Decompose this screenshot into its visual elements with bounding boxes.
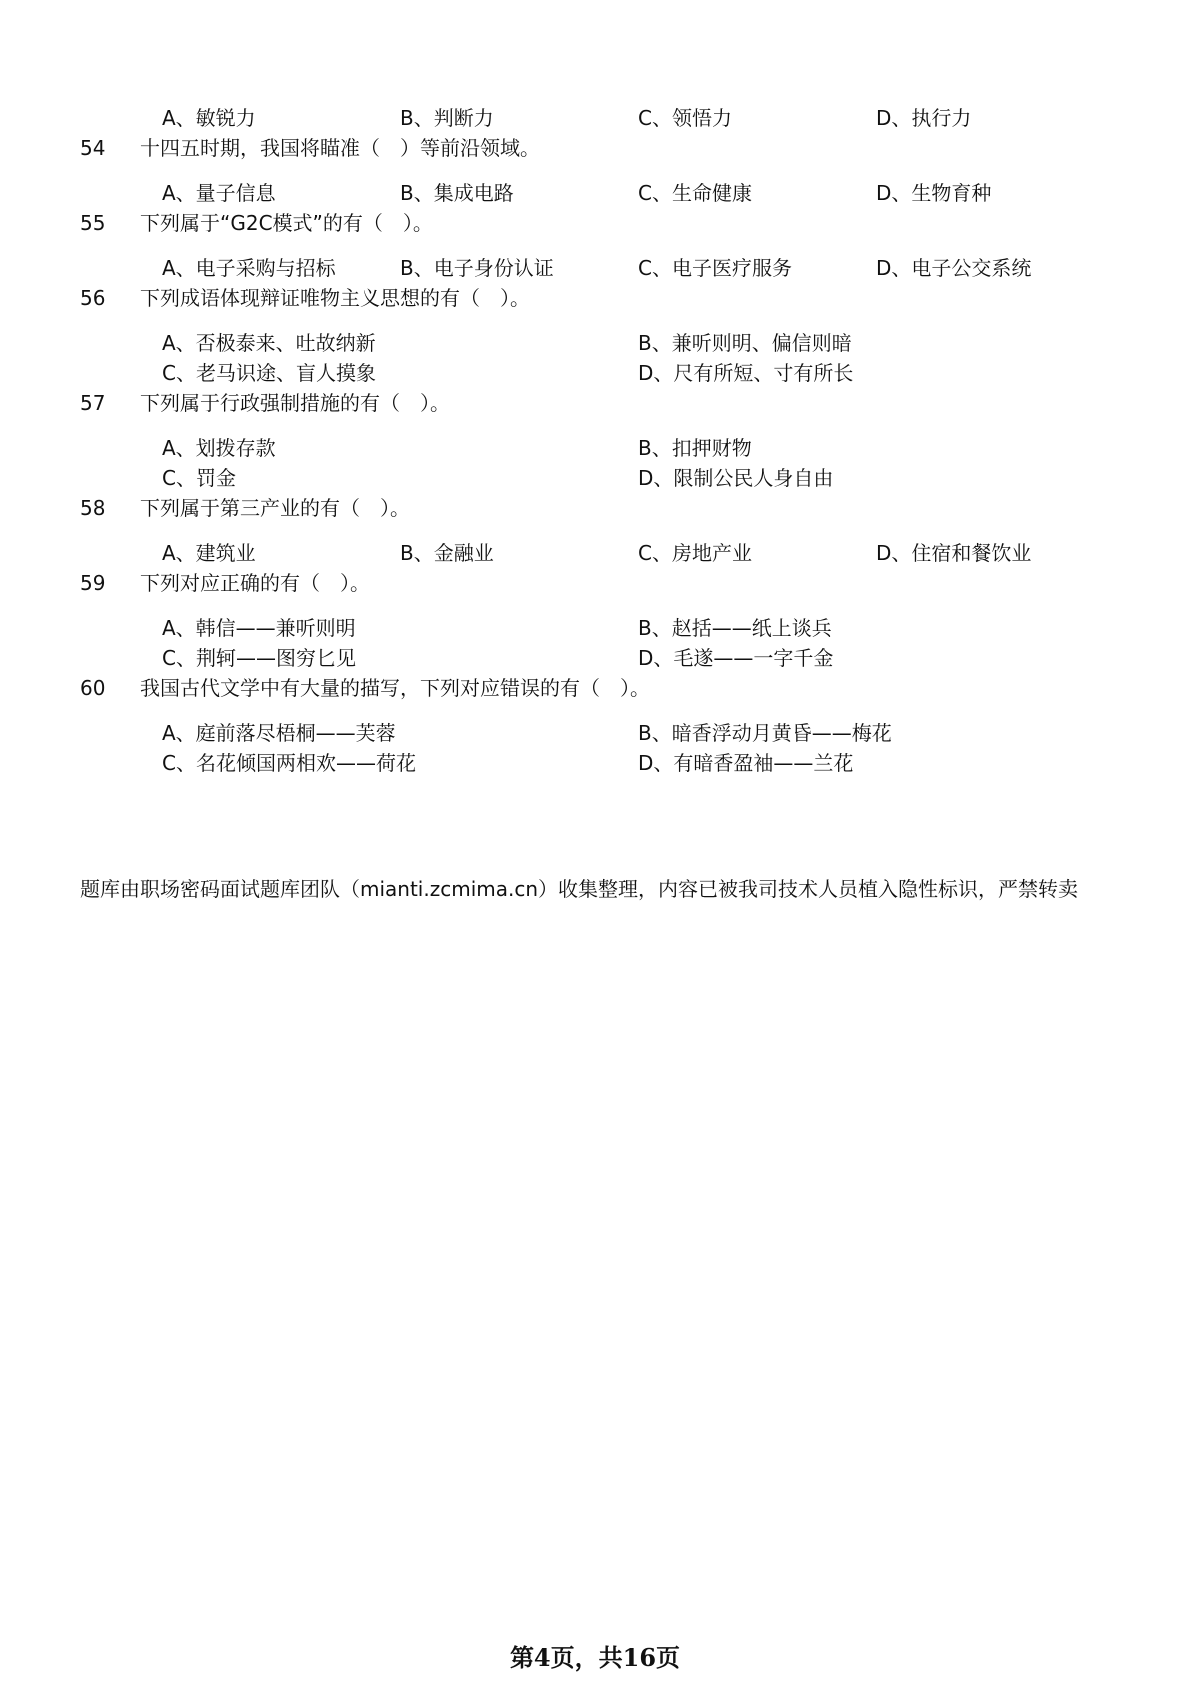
option-c: C、电子医疗服务 — [638, 256, 792, 280]
option-a: A、划拨存款 — [162, 436, 276, 460]
option-b: B、判断力 — [400, 106, 494, 130]
option-b: B、集成电路 — [400, 181, 514, 205]
option-a: A、敏锐力 — [162, 106, 256, 130]
option-c: C、房地产业 — [638, 541, 752, 565]
option-d: D、有暗香盈袖——兰花 — [638, 751, 854, 775]
option-b: B、扣押财物 — [638, 436, 752, 460]
question-number: 57 — [80, 391, 106, 415]
option-c: C、生命健康 — [638, 181, 752, 205]
option-a: A、建筑业 — [162, 541, 256, 565]
option-d: D、生物育种 — [876, 181, 992, 205]
option-c: C、老马识途、盲人摸象 — [162, 361, 376, 385]
question-number: 58 — [80, 496, 106, 520]
question-text: 下列成语体现辩证唯物主义思想的有（ ）。 — [140, 286, 530, 310]
option-c: C、荆轲——图穷匕见 — [162, 646, 356, 670]
option-b: B、金融业 — [400, 541, 494, 565]
option-d: D、执行力 — [876, 106, 972, 130]
question-number: 59 — [80, 571, 106, 595]
option-a: A、庭前落尽梧桐——芙蓉 — [162, 721, 396, 745]
option-a: A、量子信息 — [162, 181, 276, 205]
option-c: C、罚金 — [162, 466, 236, 490]
question-text: 下列对应正确的有（ ）。 — [140, 571, 370, 595]
copyright-note: 题库由职场密码面试题库团队（mianti.zcmima.cn）收集整理，内容已被我司技术人员植入隐性标识，严禁转卖 — [80, 877, 1079, 901]
option-d: D、毛遂——一字千金 — [638, 646, 834, 670]
option-d: D、限制公民人身自由 — [638, 466, 834, 490]
option-d: D、尺有所短、寸有所长 — [638, 361, 854, 385]
option-d: D、住宿和餐饮业 — [876, 541, 1032, 565]
question-text: 下列属于行政强制措施的有（ ）。 — [140, 391, 450, 415]
question-number: 55 — [80, 211, 106, 235]
question-number: 60 — [80, 676, 106, 700]
option-d: D、电子公交系统 — [876, 256, 1032, 280]
option-a: A、否极泰来、吐故纳新 — [162, 331, 376, 355]
question-number: 56 — [80, 286, 106, 310]
option-b: B、电子身份认证 — [400, 256, 554, 280]
option-a: A、韩信——兼听则明 — [162, 616, 356, 640]
page-number: 第4页，共16页 — [509, 1643, 681, 1672]
option-c: C、名花倾国两相欢——荷花 — [162, 751, 416, 775]
question-number: 54 — [80, 136, 106, 160]
question-text: 我国古代文学中有大量的描写，下列对应错误的有（ ）。 — [140, 676, 650, 700]
question-text: 下列属于第三产业的有（ ）。 — [140, 496, 410, 520]
option-b: B、赵括——纸上谈兵 — [638, 616, 832, 640]
question-text: 下列属于“G2C模式”的有（ ）。 — [140, 211, 433, 235]
question-text: 十四五时期，我国将瞄准（ ）等前沿领域。 — [140, 136, 540, 160]
option-c: C、领悟力 — [638, 106, 732, 130]
option-b: B、兼听则明、偏信则暗 — [638, 331, 852, 355]
option-a: A、电子采购与招标 — [162, 256, 336, 280]
option-b: B、暗香浮动月黄昏——梅花 — [638, 721, 892, 745]
